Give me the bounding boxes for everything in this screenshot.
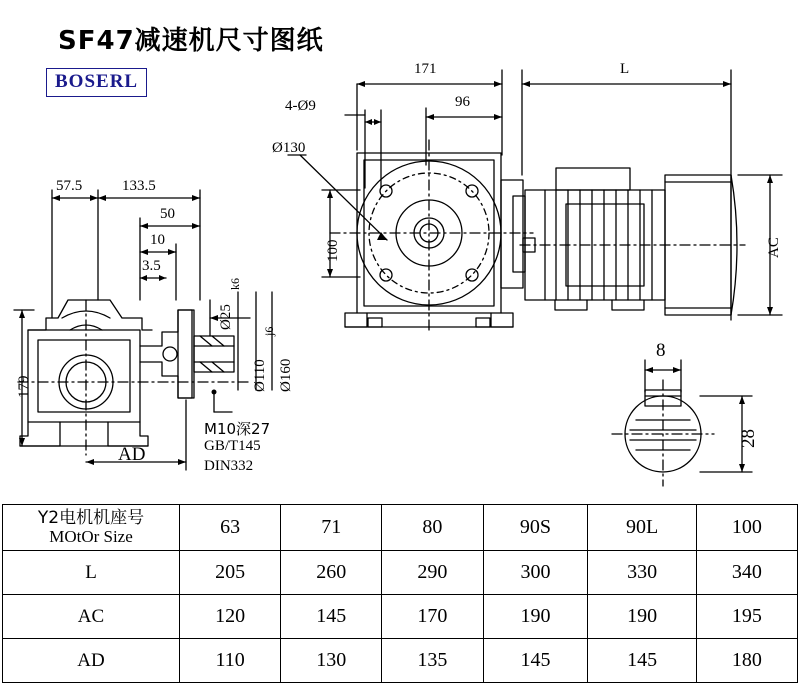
- dim-D160: Ø160: [278, 358, 294, 392]
- cell: 71: [281, 505, 382, 551]
- row-label-AD: AD: [3, 639, 180, 683]
- dim-D110-tol: j6: [262, 326, 276, 336]
- dim-133-5: 133.5: [122, 178, 156, 194]
- cell: 205: [180, 551, 281, 595]
- dim-50: 50: [160, 206, 175, 222]
- brand-logo: BOSERL: [46, 68, 147, 97]
- cell: 260: [281, 551, 382, 595]
- cell: 80: [382, 505, 483, 551]
- table-row: [3, 595, 798, 639]
- cell: 135: [382, 639, 483, 683]
- cell: 90L: [588, 505, 696, 551]
- cell: 145: [281, 595, 382, 639]
- row-label-motor-size: [3, 505, 180, 551]
- cell: 330: [588, 551, 696, 595]
- dim-8: 8: [656, 340, 666, 361]
- dim-4xD9: 4-Ø9: [285, 98, 316, 114]
- cell: 180: [696, 639, 797, 683]
- row-label-AC: AC: [3, 595, 180, 639]
- dim-3-5: 3.5: [142, 258, 161, 274]
- cell: 190: [483, 595, 588, 639]
- cell: 145: [483, 639, 588, 683]
- row-label-L: L: [3, 551, 180, 595]
- dim-D110: Ø110: [252, 359, 268, 392]
- dim-28: 28: [738, 429, 759, 448]
- cell: 63: [180, 505, 281, 551]
- table-row: [3, 505, 798, 551]
- dim-AC: AC: [766, 237, 782, 258]
- cell: 290: [382, 551, 483, 595]
- cell: 120: [180, 595, 281, 639]
- row-label-en: MOtOr Size: [49, 526, 133, 546]
- cell: 195: [696, 595, 797, 639]
- dim-D130: Ø130: [272, 140, 306, 156]
- dim-D25-tol: k6: [228, 278, 242, 290]
- cell: 190: [588, 595, 696, 639]
- table-row: [3, 551, 798, 595]
- cell: 100: [696, 505, 797, 551]
- dim-179: 179: [16, 375, 32, 398]
- dim-L-top: L: [620, 61, 630, 77]
- dim-96: 96: [455, 94, 470, 110]
- cell: 300: [483, 551, 588, 595]
- row-label-cn: Y2电机机座号: [37, 507, 145, 528]
- dim-D25: Ø25: [218, 304, 234, 330]
- cell: 90S: [483, 505, 588, 551]
- note-gb: GB/T145: [204, 438, 261, 454]
- table-row: [3, 639, 798, 683]
- cell: 170: [382, 595, 483, 639]
- cell: 110: [180, 639, 281, 683]
- dim-57-5: 57.5: [56, 178, 83, 194]
- spec-table: [2, 504, 798, 683]
- page-title: SF47减速机尺寸图纸: [58, 26, 324, 56]
- cell: 340: [696, 551, 797, 595]
- dim-10: 10: [150, 232, 165, 248]
- note-m10: M10深27: [204, 420, 271, 438]
- cell: 145: [588, 639, 696, 683]
- note-din: DIN332: [204, 458, 254, 474]
- dim-AD: AD: [118, 444, 146, 465]
- cell: 130: [281, 639, 382, 683]
- dim-100: 100: [325, 239, 341, 262]
- dim-171: 171: [414, 61, 437, 77]
